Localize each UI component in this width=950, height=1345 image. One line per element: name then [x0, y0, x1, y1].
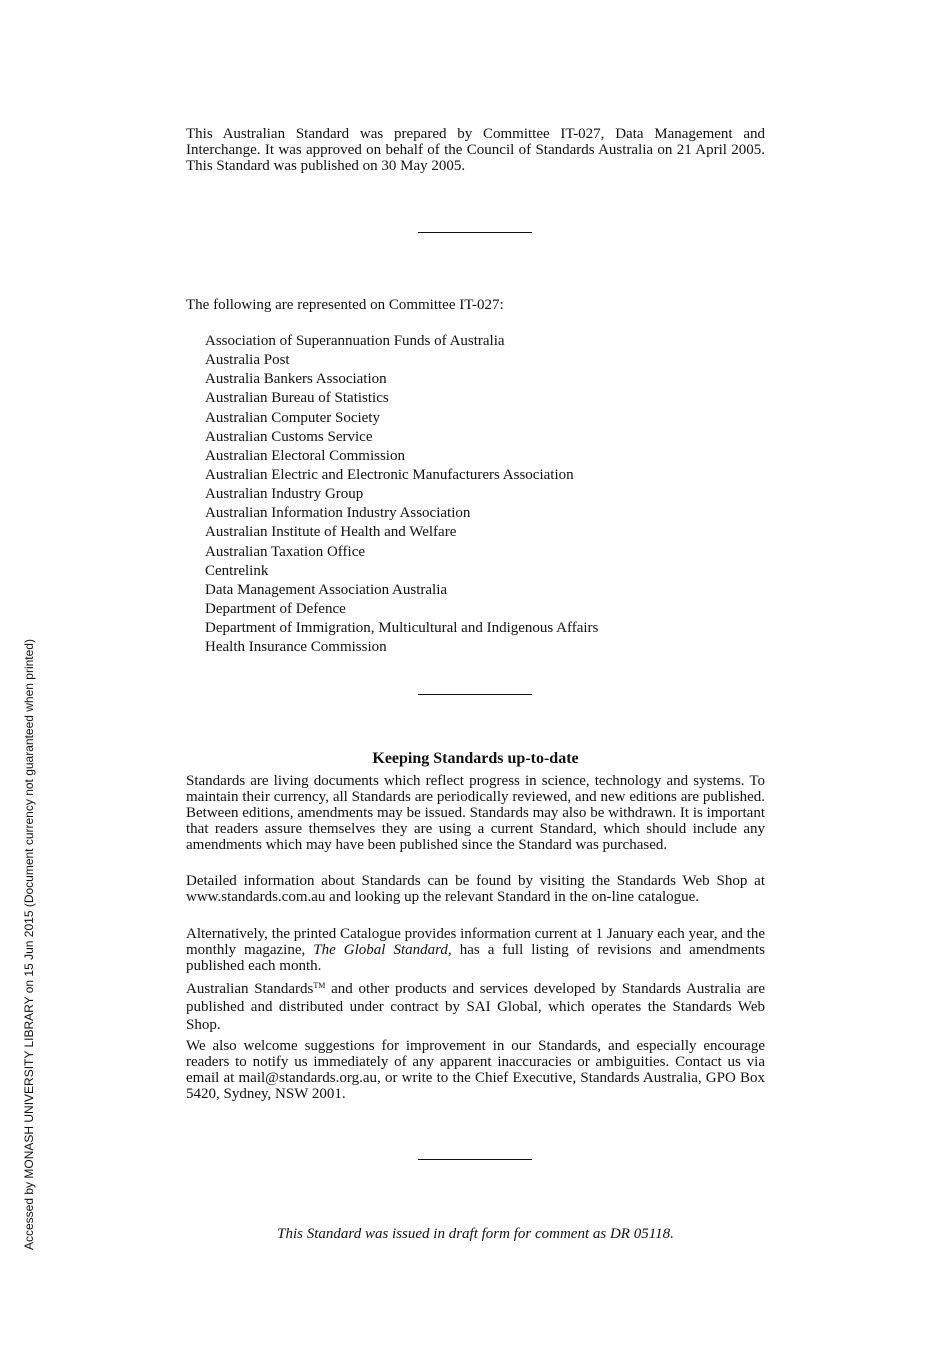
list-item: Association of Superannuation Funds of Australia — [205, 333, 505, 349]
brand-text: Australian Standards — [186, 981, 314, 997]
catalogue-text-end: has a full listing of revisions and amendments published each month. — [186, 942, 765, 974]
paragraph-web-shop: Detailed information about Standards can be found by visiting the Standards Web Shop at www.standards.com.au and looking up the relevant Standard in the on-line catalogue. — [186, 873, 765, 905]
access-watermark: Accessed by MONASH UNIVERSITY LIBRARY on 15 Jun 2015 (Document currency not guaranteed when printed) — [22, 639, 36, 1250]
draft-note: This Standard was issued in draft form for comment as DR 05118. — [277, 1226, 674, 1242]
list-item: Australian Taxation Office — [205, 543, 366, 560]
list-item: Australian Institute of Health and Welfare — [205, 524, 457, 541]
list-item: Australian Bureau of Statistics — [205, 390, 389, 407]
list-item: Department of Immigration, Multicultural and Indigenous Affairs — [205, 620, 599, 637]
list-item: Centrelink — [205, 562, 269, 579]
list-item: Australia Bankers Association — [205, 371, 387, 388]
magazine-title: The Global Standard, — [313, 942, 452, 958]
committee-intro: The following are represented on Committee IT-027: — [186, 297, 504, 313]
list-item: Australian Customs Service — [205, 428, 373, 445]
committee-member-list — [205, 332, 598, 657]
list-item: Australian Electric and Electronic Manufacturers Association — [205, 466, 574, 483]
catalogue-text: Alternatively, the printed Catalogue provides information current at 1 January each year, and the monthly magazine, — [186, 926, 765, 958]
list-item: Australian Computer Society — [205, 409, 380, 426]
list-item: Australian Information Industry Association — [205, 505, 471, 522]
approval-paragraph: This Australian Standard was prepared by Committee IT-027, Data Management and Interchange. It was approved on behalf of the Council of Standards Australia on 21 April 2005. This Standard was published on 30 May 2005. — [186, 126, 765, 174]
list-item: Department of Defence — [205, 600, 346, 617]
paragraph-sai-global — [186, 980, 765, 1034]
section-heading: Keeping Standards up-to-date — [372, 750, 579, 767]
list-item: Australia Post — [205, 352, 290, 369]
list-item: Australian Industry Group — [205, 486, 364, 503]
paragraph-contact: We also welcome suggestions for improvement in our Standards, and especially encourage readers to notify us immediately of any apparent inaccuracies or ambiguities. Contact us via email at mail@standards.org.au, or write to the Chief Executive, Standards Australia, GPO Box 5420, Sydney, NSW 2001. — [186, 1038, 765, 1102]
paragraph-catalogue — [186, 926, 765, 974]
divider — [418, 232, 532, 233]
list-item: Data Management Association Australia — [205, 581, 448, 598]
divider — [418, 1159, 532, 1160]
trademark-mark: TM — [313, 981, 326, 990]
list-item: Australian Electoral Commission — [205, 447, 405, 464]
paragraph-living-documents: Standards are living documents which reflect progress in science, technology and systems. To maintain their currency, all Standards are periodically reviewed, and new editions are published. Between editions, amendments may be issued. Standards may also be withdrawn. It is important that readers assure themselves they are using a current Standard, which should include any amendments which may have been published since the Standard was purchased. — [186, 773, 765, 853]
list-item: Health Insurance Commission — [205, 639, 387, 656]
divider — [418, 694, 532, 695]
sai-global-text: and other products and services developed by Standards Australia are published and distributed under contract by SAI Global, which operates the Standards Web Shop. — [186, 981, 766, 1033]
